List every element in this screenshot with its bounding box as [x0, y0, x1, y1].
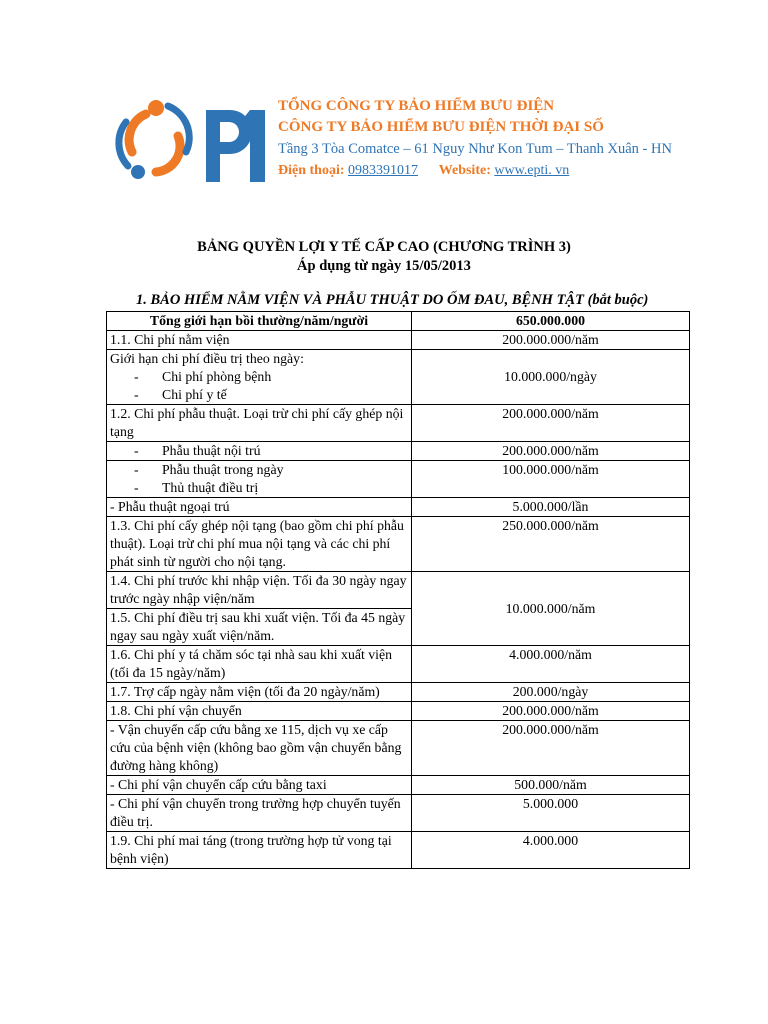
row-value: 10.000.000/ngày	[412, 350, 690, 405]
benefits-table	[106, 311, 690, 869]
row-sub-item: - Phẫu thuật trong ngày	[110, 461, 408, 479]
letterhead	[112, 92, 712, 192]
row-value: 4.000.000/năm	[412, 646, 690, 683]
row-label: 1.7. Trợ cấp ngày nằm viện (tối đa 20 ngày/năm)	[107, 683, 412, 702]
header-value: 650.000.000	[412, 312, 690, 331]
row-value: 500.000/năm	[412, 776, 690, 795]
row-label: 1.4. Chi phí trước khi nhập viện. Tối đa 30 ngày ngay trước ngày nhập viện/năm	[107, 572, 412, 609]
row-label: - Phẫu thuật ngoại trú	[107, 498, 412, 517]
table-row	[107, 683, 690, 702]
row-label: 1.9. Chi phí mai táng (trong trường hợp tử vong tại bệnh viện)	[107, 832, 412, 869]
website-label: Website:	[438, 163, 491, 178]
row-label: 1.1. Chi phí nằm viện	[107, 331, 412, 350]
row-label	[107, 461, 412, 498]
title-line: BẢNG QUYỀN LỢI Y TẾ CẤP CAO (CHƯƠNG TRÌNH 3)	[197, 239, 571, 255]
section-title: 1. BẢO HIỂM NẰM VIỆN VÀ PHẪU THUẬT DO ỐM ĐAU, BỆNH TẬT	[136, 292, 584, 308]
row-value: 5.000.000	[412, 795, 690, 832]
row-value: 4.000.000	[412, 832, 690, 869]
row-sub-item: - Chi phí y tế	[110, 386, 408, 404]
table-row	[107, 795, 690, 832]
row-label-text: Giới hạn chi phí điều trị theo ngày:	[110, 351, 304, 366]
row-value: 200.000.000/năm	[412, 331, 690, 350]
row-value: 100.000.000/năm	[412, 461, 690, 498]
company-info	[278, 96, 718, 182]
row-sub-item: - Phẫu thuật nội trú	[110, 442, 408, 460]
table-row	[107, 721, 690, 776]
row-value: 200.000.000/năm	[412, 721, 690, 776]
document-title	[0, 238, 768, 276]
row-label: 1.3. Chi phí cấy ghép nội tạng (bao gồm chi phí phẫu thuật). Loại trừ chi phí mua nội tạng và các chi phí phát sinh từ người cho nội tạng.	[107, 517, 412, 572]
table-row	[107, 832, 690, 869]
website-link[interactable]: www.epti. vn	[494, 163, 570, 178]
pti-logo	[112, 92, 282, 187]
row-value: 10.000.000/năm	[412, 572, 690, 646]
section-heading	[136, 292, 648, 309]
company-address: Tầng 3 Tòa Comatce – 61 Nguy Như Kon Tum – Thanh Xuân - HN	[278, 141, 672, 157]
table-row	[107, 405, 690, 442]
row-label: 1.8. Chi phí vận chuyển	[107, 702, 412, 721]
row-value: 200.000.000/năm	[412, 405, 690, 442]
row-sub-item: - Thủ thuật điều trị	[110, 479, 408, 497]
section-note: (bắt buộc)	[587, 292, 649, 308]
row-label: 1.6. Chi phí y tá chăm sóc tại nhà sau khi xuất viện (tối đa 15 ngày/năm)	[107, 646, 412, 683]
table-row	[107, 442, 690, 461]
row-label: - Chi phí vận chuyển cấp cứu bằng taxi	[107, 776, 412, 795]
table-row	[107, 776, 690, 795]
row-label	[107, 442, 412, 461]
row-value: 200.000/ngày	[412, 683, 690, 702]
table-header-row	[107, 312, 690, 331]
table-row	[107, 331, 690, 350]
effective-date: Áp dụng từ ngày 15/05/2013	[297, 258, 471, 274]
table-row	[107, 702, 690, 721]
table-row	[107, 646, 690, 683]
row-value: 200.000.000/năm	[412, 702, 690, 721]
table-row	[107, 350, 690, 405]
company-parent: TỔNG CÔNG TY BẢO HIỂM BƯU ĐIỆN	[278, 98, 555, 114]
table-row	[107, 572, 690, 609]
row-value: 250.000.000/năm	[412, 517, 690, 572]
row-label: - Chi phí vận chuyển trong trường hợp chuyển tuyến điều trị.	[107, 795, 412, 832]
row-value: 5.000.000/lần	[412, 498, 690, 517]
table-row	[107, 498, 690, 517]
row-label: 1.2. Chi phí phẫu thuật. Loại trừ chi phí cấy ghép nội tạng	[107, 405, 412, 442]
row-sub-item: - Chi phí phòng bệnh	[110, 368, 408, 386]
phone-link[interactable]: 0983391017	[348, 163, 418, 178]
row-value: 200.000.000/năm	[412, 442, 690, 461]
phone-label: Điện thoại:	[278, 163, 345, 178]
table-row	[107, 517, 690, 572]
header-label: Tổng giới hạn bồi thường/năm/người	[107, 312, 412, 331]
row-label	[107, 350, 412, 405]
row-label: 1.5. Chi phí điều trị sau khi xuất viện. Tối đa 45 ngày ngay sau ngày xuất viện/năm.	[107, 609, 412, 646]
contact-line	[278, 160, 718, 182]
company-name: CÔNG TY BẢO HIỂM BƯU ĐIỆN THỜI ĐẠI SỐ	[278, 119, 604, 135]
table-row	[107, 461, 690, 498]
row-label: - Vận chuyển cấp cứu bằng xe 115, dịch vụ xe cấp cứu của bệnh viện (không bao gồm vận chuyển bằng đường hàng không)	[107, 721, 412, 776]
